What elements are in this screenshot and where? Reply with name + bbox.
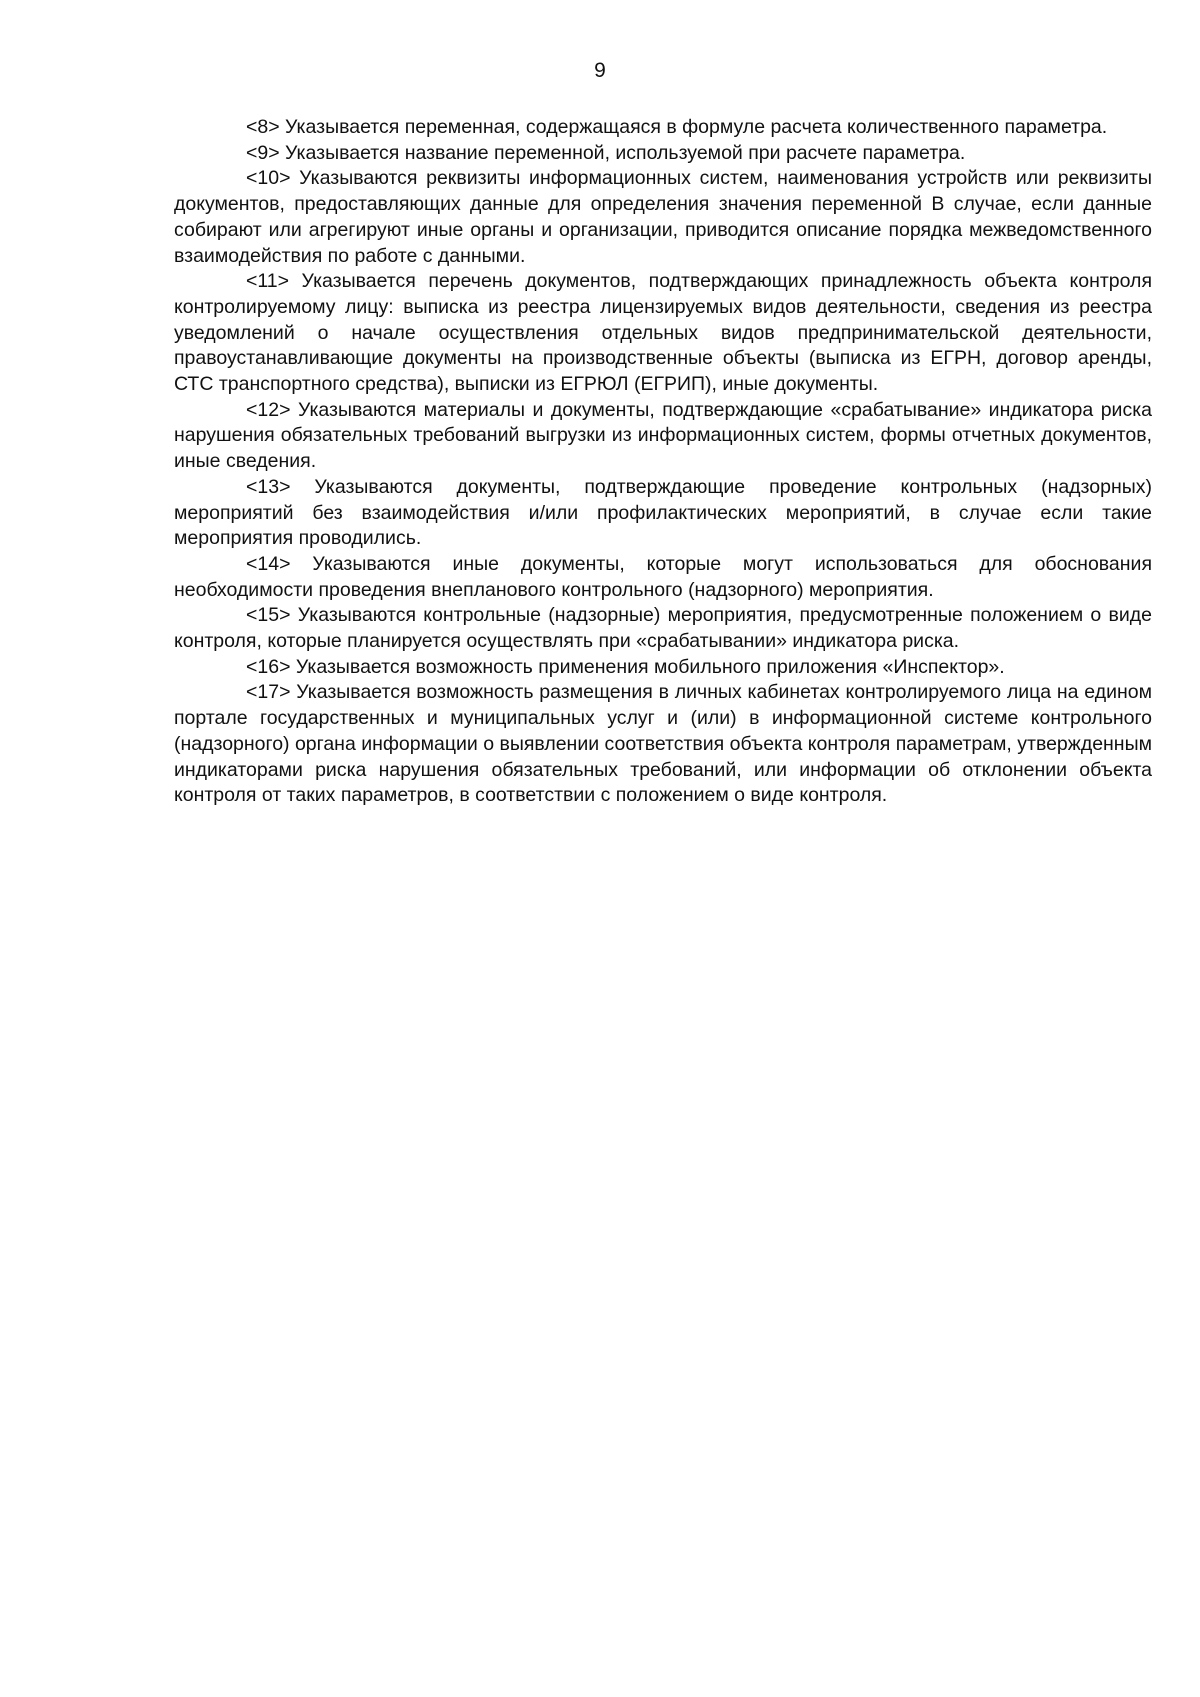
footnote-8: <8> Указывается переменная, содержащаяся в формуле расчета количественного параметра. <box>246 116 1108 138</box>
footnote-14: <14> Указываются иные документы, которые могут использоваться для обоснования необходимости проведения внепланового контрольного (надзорного) мероприятия. <box>174 552 1152 601</box>
footnote-16: <16> Указывается возможность применения мобильного приложения «Инспектор». <box>246 655 1005 678</box>
footnote-15: <15> Указываются контрольные (надзорные) мероприятия, предусмотренные положением о виде контроля, которые планируется осуществлять при «срабатывании» индикатора риска. <box>174 604 1152 653</box>
footnote-10: <10> Указываются реквизиты информационных систем, наименования устройств или реквизиты документов, предоставляющих данные для определения значения переменной В случае, если данные собирают или агрегируют иные органы и организации, приводится описание порядка межведомственного взаимодействия по работе с данными. <box>174 167 1152 267</box>
footnote-12: <12> Указываются материалы и документы, подтверждающие «срабатывание» индикатора риска нарушения обязательных требований выгрузки из информационных систем, формы отчетных документов, иные сведения. <box>174 398 1152 473</box>
footnote-11: <11> Указывается перечень документов, подтверждающих принадлежность объекта контроля контролируемому лицу: выписка из реестра лицензируемых видов деятельности, сведения из реестра уведомлений о начале осуществления отдельных видов предпринимательской деятельности, правоустанавливающие документы на производственные объекты (выписка из ЕГРН, договор аренды, СТС транспортного средства), выписки из ЕГРЮЛ (ЕГРИП), иные документы. <box>174 270 1152 396</box>
footnote-9: <9> Указывается название переменной, используемой при расчете параметра. <box>246 141 966 164</box>
footnote-13: <13> Указываются документы, подтверждающие проведение контрольных (надзорных) мероприятий без взаимодействия и/или профилактических мероприятий, в случае если такие мероприятия проводились. <box>174 475 1152 550</box>
footnote-17: <17> Указывается возможность размещения в личных кабинетах контролируемого лица на едином портале государственных и муниципальных услуг и (или) в информационной системе контрольного (надзорного) органа информации о выявлении соответствия объекта контроля параметрам, утвержденным индикаторами риска нарушения обязательных требований, или информации об отклонении объекта контроля от таких параметров, в соответствии с положением о виде контроля. <box>174 681 1152 807</box>
footnotes-list <box>174 115 1152 809</box>
page-number: 9 <box>594 59 606 82</box>
